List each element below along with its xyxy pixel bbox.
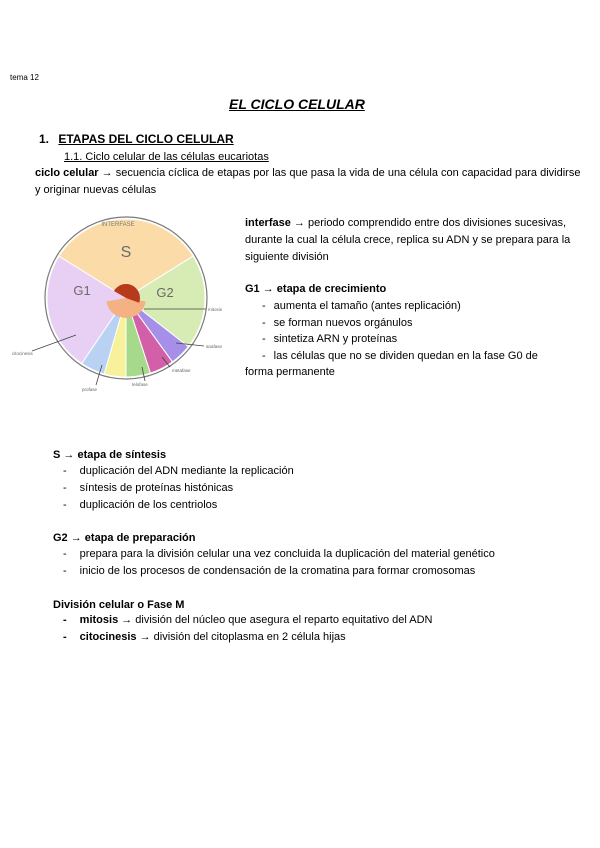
pointer-label-citocinesis: citocinesis bbox=[12, 351, 33, 356]
pointer-label-telofase: telofase bbox=[132, 382, 148, 387]
fase-m-heading: División celular o Fase M bbox=[53, 599, 185, 611]
definition-line-1 bbox=[35, 165, 580, 182]
s-item: - duplicación del ADN mediante la replicación bbox=[63, 465, 294, 477]
page-title: EL CICLO CELULAR bbox=[229, 96, 365, 112]
cell-cycle-diagram bbox=[10, 205, 240, 395]
pointer-label-mitosis: mitosis bbox=[208, 307, 223, 312]
g1-continuation: forma permanente bbox=[245, 366, 335, 378]
g1-item: - aumenta el tamaño (antes replicación) bbox=[262, 300, 461, 312]
interfase-text: → periodo comprendido entre dos divisiones sucesivas, bbox=[290, 217, 567, 229]
g1-item: - sintetiza ARN y proteínas bbox=[262, 333, 398, 345]
section-title: ETAPAS DEL CICLO CELULAR bbox=[58, 132, 234, 146]
interfase-term: interfase bbox=[245, 217, 291, 229]
g2-item: - prepara para la división celular una vez concluida la duplicación del material genético bbox=[63, 548, 495, 560]
g1-item: - se forman nuevos orgánulos bbox=[262, 317, 413, 329]
definition-line-2: y originar nuevas células bbox=[35, 184, 157, 196]
label-s: S bbox=[120, 244, 132, 261]
interfase-line-2: durante la cual la célula crece, replica su ADN y se prepara para la bbox=[245, 234, 571, 246]
interfase-line-3: siguiente división bbox=[245, 251, 329, 263]
g2-item: - inicio de los procesos de condensación de la cromatina para formar cromosomas bbox=[63, 565, 476, 577]
label-g1: G1 bbox=[73, 283, 91, 298]
fase-m-item: - mitosis → división del núcleo que asegura el reparto equitativo del ADN bbox=[63, 614, 433, 626]
interfase-line-1 bbox=[245, 215, 566, 232]
topic-tag: tema 12 bbox=[10, 73, 39, 82]
subsection-heading: 1.1. Ciclo celular de las células eucariotas bbox=[64, 151, 269, 163]
g2-heading: G2 → etapa de preparación bbox=[53, 532, 196, 544]
citocinesis-term: citocinesis bbox=[79, 631, 137, 643]
definition-term: ciclo celular bbox=[35, 167, 99, 179]
pointer-label-metafase: metafase bbox=[172, 368, 191, 373]
g1-item: - las células que no se dividen quedan en la fase G0 de bbox=[262, 350, 538, 362]
definition-text: → secuencia cíclica de etapas por las que pasa la vida de una célula con capacidad para dividirse bbox=[98, 167, 581, 179]
section-heading bbox=[39, 132, 234, 146]
s-heading: S → etapa de síntesis bbox=[53, 449, 167, 461]
s-item: - síntesis de proteínas histónicas bbox=[63, 482, 234, 494]
pointer-label-profase: profase bbox=[82, 387, 98, 392]
cycle-wheel bbox=[45, 217, 207, 379]
section-number: 1. bbox=[39, 132, 50, 146]
mitosis-term: mitosis bbox=[79, 614, 119, 626]
s-item: - duplicación de los centriolos bbox=[63, 499, 218, 511]
label-g2: G2 bbox=[156, 285, 174, 300]
g1-heading: G1 → etapa de crecimiento bbox=[245, 283, 387, 295]
pointer-label-anafase: anafase bbox=[206, 344, 223, 349]
ring-label: INTERFASE bbox=[101, 222, 135, 228]
fase-m-item: - citocinesis → división del citoplasma en 2 célula hijas bbox=[63, 631, 346, 643]
